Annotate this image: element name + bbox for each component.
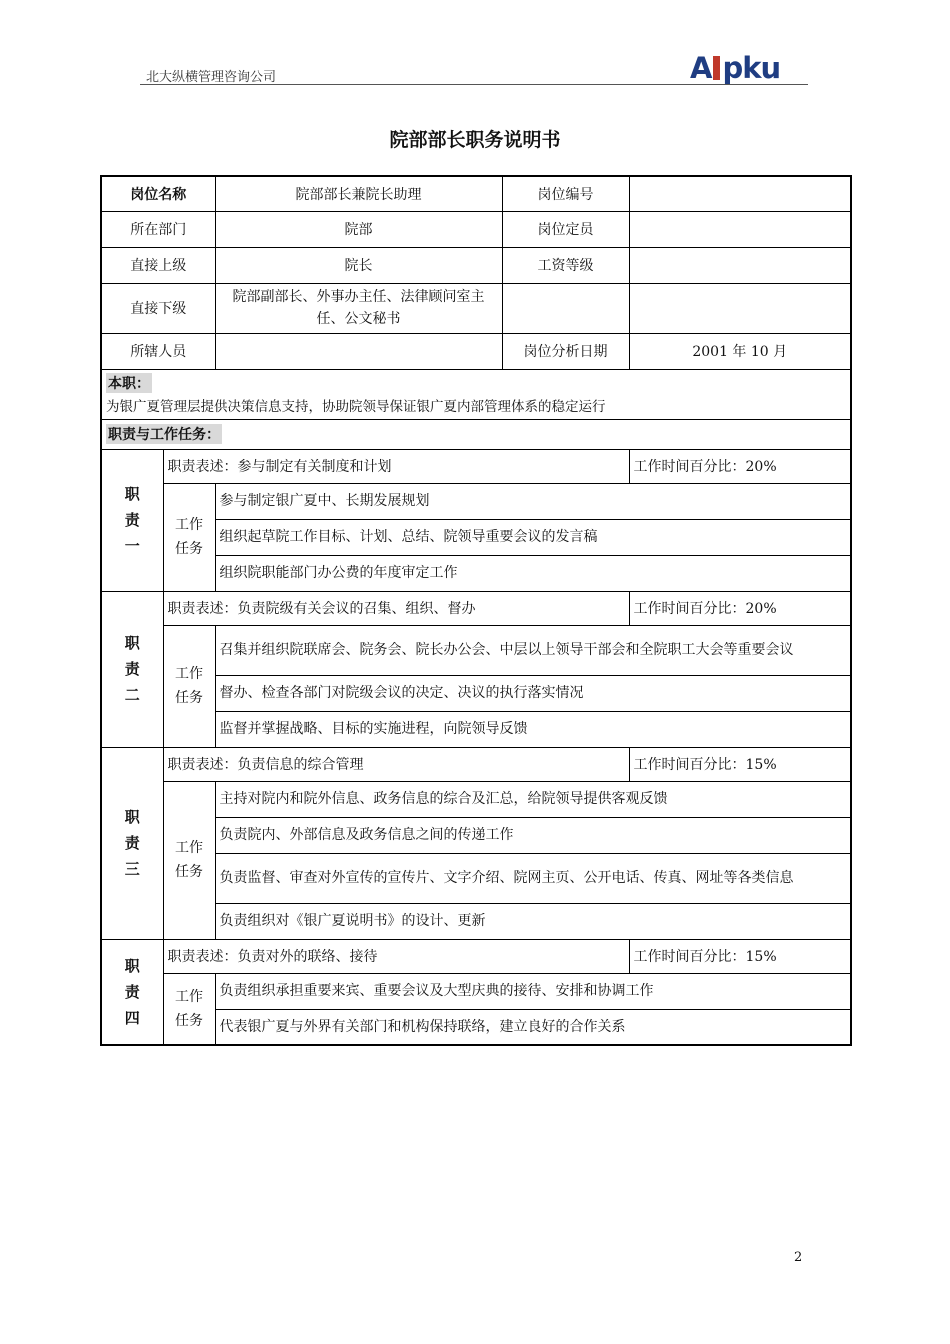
- headcount-label: 岗位定员: [502, 211, 629, 247]
- duty-2-label-char-2: 责: [124, 660, 140, 678]
- subordinate-line-1: 院部副部长、外事办主任、法律顾问室主: [232, 289, 485, 305]
- duty-4-task-label-line-2: 任务: [175, 1012, 203, 1029]
- salary-grade-label: 工资等级: [502, 247, 629, 283]
- duty-4-task-row: [101, 973, 851, 1009]
- duty-3-label-char-2: 责: [124, 834, 140, 852]
- duty-1-task-label-line-1: 工作: [175, 517, 203, 533]
- superior-label: 直接上级: [101, 247, 215, 283]
- position-code-label: 岗位编号: [502, 176, 629, 211]
- row-core-duty: [101, 369, 851, 419]
- duty-4-task-label-line-1: 工作: [175, 988, 203, 1005]
- header-divider: [140, 84, 808, 85]
- duty-1-label-char-1: 职: [124, 485, 140, 503]
- duty-3-task-4: 负责组织对《银广夏说明书》的设计、更新: [215, 903, 851, 939]
- analysis-date-label: 岗位分析日期: [502, 333, 629, 369]
- duty-4-percent: 工作时间百分比：15%: [629, 939, 851, 973]
- company-name: 北大纵横管理咨询公司: [146, 70, 277, 85]
- duty-2-task-label-line-2: 任务: [175, 690, 203, 706]
- logo-letters-pku: pku: [722, 51, 781, 85]
- duties-heading: 职责与工作任务：: [106, 424, 222, 444]
- staff-value: [215, 333, 502, 369]
- row-subordinate: [101, 283, 851, 333]
- duty-4-description-row: [101, 939, 851, 973]
- row-duties-heading: [101, 419, 851, 449]
- duty-2-task-row: [101, 625, 851, 675]
- duty-3-description-row: [101, 747, 851, 781]
- position-code-value: [629, 176, 851, 211]
- row-superior: [101, 247, 851, 283]
- duty-4-label-char-2: 责: [124, 982, 140, 1001]
- position-name-value: 院部部长兼院长助理: [215, 176, 502, 211]
- duty-3-label-char-1: 职: [124, 808, 140, 826]
- duty-1-label-char-2: 责: [124, 511, 140, 529]
- logo-letter-a: A: [690, 51, 712, 85]
- duties-heading-cell: [101, 419, 851, 449]
- staff-label: 所辖人员: [101, 333, 215, 369]
- duty-3-task-label-line-1: 工作: [175, 840, 203, 856]
- company-logo: [690, 52, 780, 84]
- superior-value: 院长: [215, 247, 502, 283]
- department-value: 院部: [215, 211, 502, 247]
- duty-3-label: [101, 747, 163, 939]
- duty-1-percent: 工作时间百分比：20%: [629, 449, 851, 483]
- duty-4-task-2: 代表银广夏与外界有关部门和机构保持联络，建立良好的合作关系: [215, 1009, 851, 1045]
- core-duty-text: 为银广夏管理层提供决策信息支持，协助院领导保证银广夏内部管理体系的稳定运行: [106, 399, 606, 415]
- duty-4-task-label: [163, 973, 215, 1045]
- duty-2-percent: 工作时间百分比：20%: [629, 591, 851, 625]
- duty-1-task-label-line-2: 任务: [175, 541, 203, 557]
- subordinate-line-2: 任、公文秘书: [316, 311, 401, 327]
- subordinate-extra-cell-2: [629, 283, 851, 333]
- duty-3-task-label-line-2: 任务: [175, 864, 203, 880]
- subordinate-value: [215, 283, 502, 333]
- duty-1-task-2: 组织起草院工作目标、计划、总结、院领导重要会议的发言稿: [215, 519, 851, 555]
- duty-1-task-3: 组织院职能部门办公费的年度审定工作: [215, 555, 851, 591]
- core-duty-heading: 本职：: [106, 373, 152, 393]
- duty-4-task-1: 负责组织承担重要来宾、重要会议及大型庆典的接待、安排和协调工作: [215, 973, 851, 1009]
- duty-2-label-char-1: 职: [124, 634, 140, 652]
- duty-3-label-char-3: 三: [124, 860, 140, 878]
- headcount-value: [629, 211, 851, 247]
- duty-1-task-1: 参与制定银广夏中、长期发展规划: [215, 483, 851, 519]
- job-description-table: [100, 175, 852, 1046]
- duty-1-task-label: [163, 483, 215, 591]
- duty-2-description: 职责表述：负责院级有关会议的召集、组织、督办: [163, 591, 629, 625]
- page-number: 2: [794, 1250, 803, 1265]
- duty-2-task-label-line-1: 工作: [175, 666, 203, 682]
- duty-1-description-row: [101, 449, 851, 483]
- duty-2-task-label: [163, 625, 215, 747]
- department-label: 所在部门: [101, 211, 215, 247]
- duty-2-description-row: [101, 591, 851, 625]
- duty-1-label: [101, 449, 163, 591]
- row-position-name: [101, 176, 851, 211]
- duty-4-description: 职责表述：负责对外的联络、接待: [163, 939, 629, 973]
- subordinate-label: 直接下级: [101, 283, 215, 333]
- duty-3-task-3: 负责监督、审查对外宣传的宣传片、文字介绍、院网主页、公开电话、传真、网址等各类信息: [215, 853, 851, 903]
- duty-1-task-row: [101, 483, 851, 519]
- document-title: 院部部长职务说明书: [389, 129, 561, 151]
- duty-2-task-2: 督办、检查各部门对院级会议的决定、决议的执行落实情况: [215, 675, 851, 711]
- duty-3-task-2: 负责院内、外部信息及政务信息之间的传递工作: [215, 817, 851, 853]
- position-name-label: 岗位名称: [101, 176, 215, 211]
- duty-3-task-label: [163, 781, 215, 939]
- duty-3-task-1: 主持对院内和院外信息、政务信息的综合及汇总，给院领导提供客观反馈: [215, 781, 851, 817]
- duty-2-task-3: 监督并掌握战略、目标的实施进程，向院领导反馈: [215, 711, 851, 747]
- duty-2-label: [101, 591, 163, 747]
- logo-bar-mark: [713, 56, 720, 80]
- duty-2-label-char-3: 二: [124, 686, 140, 704]
- duty-3-description: 职责表述：负责信息的综合管理: [163, 747, 629, 781]
- duty-3-task-row: [101, 781, 851, 817]
- analysis-date-value: 2001 年 10 月: [629, 333, 851, 369]
- row-department: [101, 211, 851, 247]
- duty-4-label-char-3: 四: [124, 1008, 140, 1027]
- duty-1-label-char-3: 一: [124, 537, 140, 555]
- duty-3-percent: 工作时间百分比：15%: [629, 747, 851, 781]
- duty-4-label-char-1: 职: [124, 956, 140, 975]
- row-staff: [101, 333, 851, 369]
- salary-grade-value: [629, 247, 851, 283]
- subordinate-extra-cell: [502, 283, 629, 333]
- core-duty-cell: [101, 369, 851, 419]
- duty-1-description: 职责表述：参与制定有关制度和计划: [163, 449, 629, 483]
- duty-4-label: [101, 939, 163, 1045]
- duty-2-task-1: 召集并组织院联席会、院务会、院长办公会、中层以上领导干部会和全院职工大会等重要会议: [215, 625, 851, 675]
